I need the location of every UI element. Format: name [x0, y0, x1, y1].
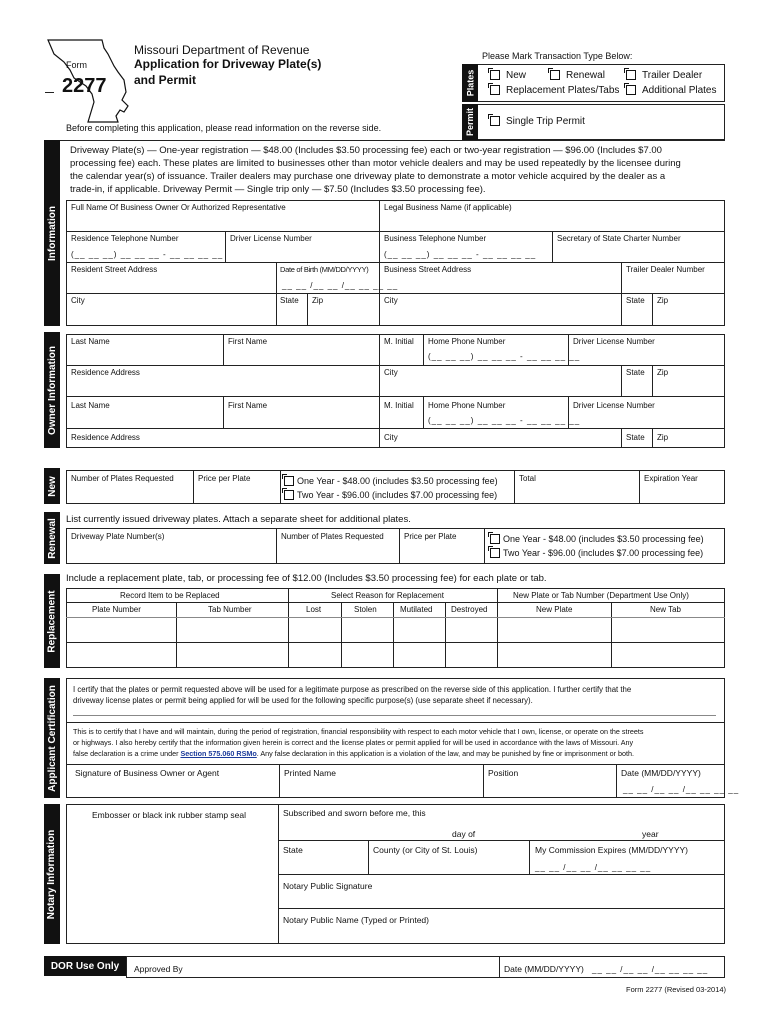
trailer-dealer-number-label: Trailer Dealer Number [626, 265, 705, 274]
stolen-header: Stolen [354, 605, 377, 614]
cert-responsibility-line1: This is to certify that I have and will maintain, during the period of registration, financial responsibility with respect to each motor vehicle that I own, license, or operate on the streets [73, 727, 644, 736]
owner1-city-label: City [384, 368, 398, 377]
owner1-last-name-label: Last Name [71, 337, 110, 346]
new-tab-header: New Tab [650, 605, 681, 614]
notary-state-label: State [283, 845, 303, 855]
section-575-060-link[interactable]: Section 575.060 RSMo [180, 749, 257, 758]
owner2-state-label: State [626, 433, 645, 442]
owner1-home-phone-field[interactable]: (__ __ __) __ __ __ - __ __ __ __ [428, 352, 581, 361]
form-revision-label: Form 2277 (Revised 03-2014) [626, 985, 727, 994]
renewal-instruction: List currently issued driveway plates. Attach a separate sheet for additional plates. [66, 514, 411, 525]
form-number: 2277 [62, 75, 107, 97]
owner2-last-name-label: Last Name [71, 401, 110, 410]
business-street-field[interactable] [380, 276, 620, 292]
printed-name-label: Printed Name [284, 768, 336, 778]
renewal-two-year-label: Two Year - $96.00 (includes $7.00 processing fee) [503, 548, 704, 558]
single-trip-checkbox[interactable] [490, 116, 500, 126]
owner-information-section-tab: Owner Information [44, 332, 60, 448]
resident-zip-label: Zip [312, 296, 324, 305]
additional-plates-checkbox[interactable] [626, 85, 636, 95]
date-of-birth-label: Date of Birth (MM/DD/YYYY) [280, 265, 369, 274]
business-zip-label: Zip [657, 296, 669, 305]
business-state-label: State [626, 296, 645, 305]
business-phone-label: Business Telephone Number [384, 234, 487, 243]
owner2-city-label: City [384, 433, 398, 442]
new-two-year-label: Two Year - $96.00 (includes $7.00 processing fee) [297, 490, 498, 500]
new-expiration-year-label: Expiration Year [644, 474, 698, 483]
owner1-middle-initial-label: M. Initial [384, 337, 414, 346]
info-description-line4: trade-in, if applicable. Driveway Permit — Single trip only — $7.50 (Includes $3.50 processing fee). [70, 184, 486, 195]
form-title-line1: Application for Driveway Plate(s) [134, 57, 322, 71]
owner2-driver-license-label: Driver License Number [573, 401, 655, 410]
new-one-year-label: One Year - $48.00 (includes $3.50 processing fee) [297, 476, 498, 486]
renewal-option-label: Renewal [566, 70, 605, 81]
position-label: Position [488, 768, 519, 778]
mutilated-header: Mutilated [400, 605, 433, 614]
notary-name-field[interactable] [279, 927, 724, 943]
owner1-driver-license-label: Driver License Number [573, 337, 655, 346]
full-name-field[interactable] [67, 214, 378, 230]
replacement-option-label: Replacement Plates/Tabs [506, 85, 620, 96]
trailer-dealer-option-label: Trailer Dealer [642, 70, 703, 81]
new-price-per-plate-label: Price per Plate [198, 474, 251, 483]
renewal-plate-numbers-label: Driveway Plate Number(s) [71, 532, 165, 541]
owner1-residence-address-label: Residence Address [71, 368, 140, 377]
cert-date-field[interactable]: __ __ /__ __ /__ __ __ __ [623, 785, 740, 794]
sos-charter-label: Secretary of State Charter Number [557, 234, 681, 243]
residence-phone-field[interactable]: (__ __ __) __ __ __ - __ __ __ __ [71, 250, 224, 259]
form-label: Form [66, 60, 87, 70]
driver-license-label: Driver License Number [230, 234, 312, 243]
renewal-checkbox[interactable] [550, 70, 560, 80]
agency-name: Missouri Department of Revenue [134, 43, 310, 57]
resident-state-label: State [280, 296, 299, 305]
owner2-first-name-label: First Name [228, 401, 268, 410]
business-street-label: Business Street Address [384, 265, 472, 274]
renewal-price-per-plate-label: Price per Plate [404, 532, 457, 541]
owner2-residence-address-label: Residence Address [71, 433, 140, 442]
notary-signature-field[interactable] [279, 893, 724, 907]
renewal-section-tab: Renewal [44, 512, 60, 564]
resident-city-label: City [71, 296, 85, 305]
replacement-section-tab: Replacement [44, 574, 60, 668]
business-phone-field[interactable]: (__ __ __) __ __ __ - __ __ __ __ [384, 250, 537, 259]
notary-signature-label: Notary Public Signature [283, 881, 373, 891]
owner1-state-label: State [626, 368, 645, 377]
owner2-middle-initial-label: M. Initial [384, 401, 414, 410]
resident-street-field[interactable] [67, 276, 275, 292]
replacement-instruction: Include a replacement plate, tab, or processing fee of $12.00 (Includes $3.50 processing fee) for each plate or tab. [66, 573, 547, 584]
dor-date-label: Date (MM/DD/YYYY) [504, 964, 584, 974]
subscribed-sworn-label: Subscribed and sworn before me, this [283, 808, 426, 818]
destroyed-header: Destroyed [451, 605, 488, 614]
commission-expires-label: My Commission Expires (MM/DD/YYYY) [535, 845, 689, 855]
notary-county-label: County (or City of St. Louis) [373, 845, 478, 855]
cert-purpose-line1: I certify that the plates or permit requested above will be used for a legitimate purpose as prescribed on the reverse side of this application. I further certify that the [73, 685, 632, 694]
driver-license-field[interactable] [226, 245, 378, 261]
notary-information-section-tab: Notary Information [44, 804, 60, 944]
info-description-line1: Driveway Plate(s) — One-year registration — $48.00 (Includes $3.50 processing fee) each or two-year registration — $96.00 (Includes $7.00 [70, 145, 662, 156]
full-name-label: Full Name Of Business Owner Or Authorized Representative [71, 203, 286, 212]
renewal-one-year-label: One Year - $48.00 (includes $3.50 processing fee) [503, 534, 704, 544]
new-number-of-plates-label: Number of Plates Requested [71, 474, 174, 483]
new-checkbox[interactable] [490, 70, 500, 80]
new-section-tab: New [44, 468, 60, 504]
lost-header: Lost [306, 605, 322, 614]
signature-owner-field[interactable] [67, 780, 278, 797]
dor-date-field[interactable]: __ __ /__ __ /__ __ __ __ [592, 965, 709, 974]
dor-use-only-label: DOR Use Only [44, 956, 126, 976]
trailer-dealer-checkbox[interactable] [626, 70, 636, 80]
new-total-label: Total [519, 474, 536, 483]
before-completing-note: Before completing this application, please read information on the reverse side. [66, 123, 382, 133]
info-description-line3: the calendar year(s) of issuance. Trailer dealers may purchase one driveway plate to demonstrate a motor vehicle acquired by the dealer as a [70, 171, 666, 182]
owner1-zip-label: Zip [657, 368, 669, 377]
business-city-label: City [384, 296, 398, 305]
new-plate-header: New Plate [536, 605, 573, 614]
new-one-year-checkbox[interactable] [284, 476, 294, 486]
cert-responsibility-line3: false declaration is a crime under Section 575.060 RSMo. Any false declaration in this application is a violation of the law, and may be punished by fine or imprisonment or both. [73, 749, 634, 758]
day-of-label: day of [452, 829, 476, 839]
approved-by-label: Approved By [134, 964, 183, 974]
renewal-two-year-checkbox[interactable] [490, 548, 500, 558]
commission-expires-field[interactable]: __ __ /__ __ /__ __ __ __ [535, 863, 652, 872]
legal-business-name-field[interactable] [380, 214, 724, 230]
owner1-home-phone-label: Home Phone Number [428, 337, 506, 346]
new-number-header: New Plate or Tab Number (Department Use Only) [513, 591, 689, 600]
cert-date-label: Date (MM/DD/YYYY) [621, 768, 701, 778]
permit-tab: Permit [462, 104, 478, 140]
single-trip-option-label: Single Trip Permit [506, 116, 585, 127]
new-two-year-checkbox[interactable] [284, 490, 294, 500]
additional-plates-option-label: Additional Plates [642, 85, 717, 96]
owner2-home-phone-label: Home Phone Number [428, 401, 506, 410]
date-of-birth-field[interactable]: __ __ /__ __ /__ __ __ __ [282, 281, 399, 290]
owner2-home-phone-field[interactable]: (__ __ __) __ __ __ - __ __ __ __ [428, 416, 581, 425]
sos-charter-field[interactable] [553, 245, 724, 261]
trailer-dealer-number-field[interactable] [622, 276, 724, 292]
plates-tab: Plates [462, 64, 478, 102]
mark-transaction-label: Please Mark Transaction Type Below: [482, 51, 633, 61]
information-section-tab: Information [44, 140, 60, 326]
resident-street-label: Resident Street Address [71, 265, 158, 274]
notary-name-label: Notary Public Name (Typed or Printed) [283, 915, 429, 925]
legal-business-name-label: Legal Business Name (if applicable) [384, 203, 512, 212]
select-reason-header: Select Reason for Replacement [331, 591, 444, 600]
applicant-certification-section-tab: Applicant Certification [44, 678, 60, 798]
cert-purpose-line2: driveway license plates or permit being applied for will be used for the following specific purpose(s) (use separate sheet if necessary). [73, 696, 533, 705]
renewal-one-year-checkbox[interactable] [490, 534, 500, 544]
cert-responsibility-line2: or highways. I also hereby certify that the information given herein is correct and the license plates or permit applied for will be used in accordance with the laws of Missouri. Any [73, 738, 634, 747]
residence-phone-label: Residence Telephone Number [71, 234, 179, 243]
replacement-checkbox[interactable] [490, 85, 500, 95]
owner2-zip-label: Zip [657, 433, 669, 442]
form-title-line2: and Permit [134, 73, 197, 87]
record-item-header: Record Item to be Replaced [120, 591, 220, 600]
year-label: year [642, 829, 659, 839]
notary-seal-label: Embosser or black ink rubber stamp seal [92, 810, 247, 820]
renewal-number-of-plates-label: Number of Plates Requested [281, 532, 384, 541]
info-description-line2: processing fee) each. These plates are limited to businesses other than motor vehicle dealers and may be used repeatedly by the licensee during [70, 158, 681, 169]
tab-number-header: Tab Number [208, 605, 252, 614]
signature-owner-label: Signature of Business Owner or Agent [75, 768, 220, 778]
owner1-first-name-label: First Name [228, 337, 268, 346]
new-option-label: New [506, 70, 527, 81]
plate-number-header: Plate Number [92, 605, 141, 614]
